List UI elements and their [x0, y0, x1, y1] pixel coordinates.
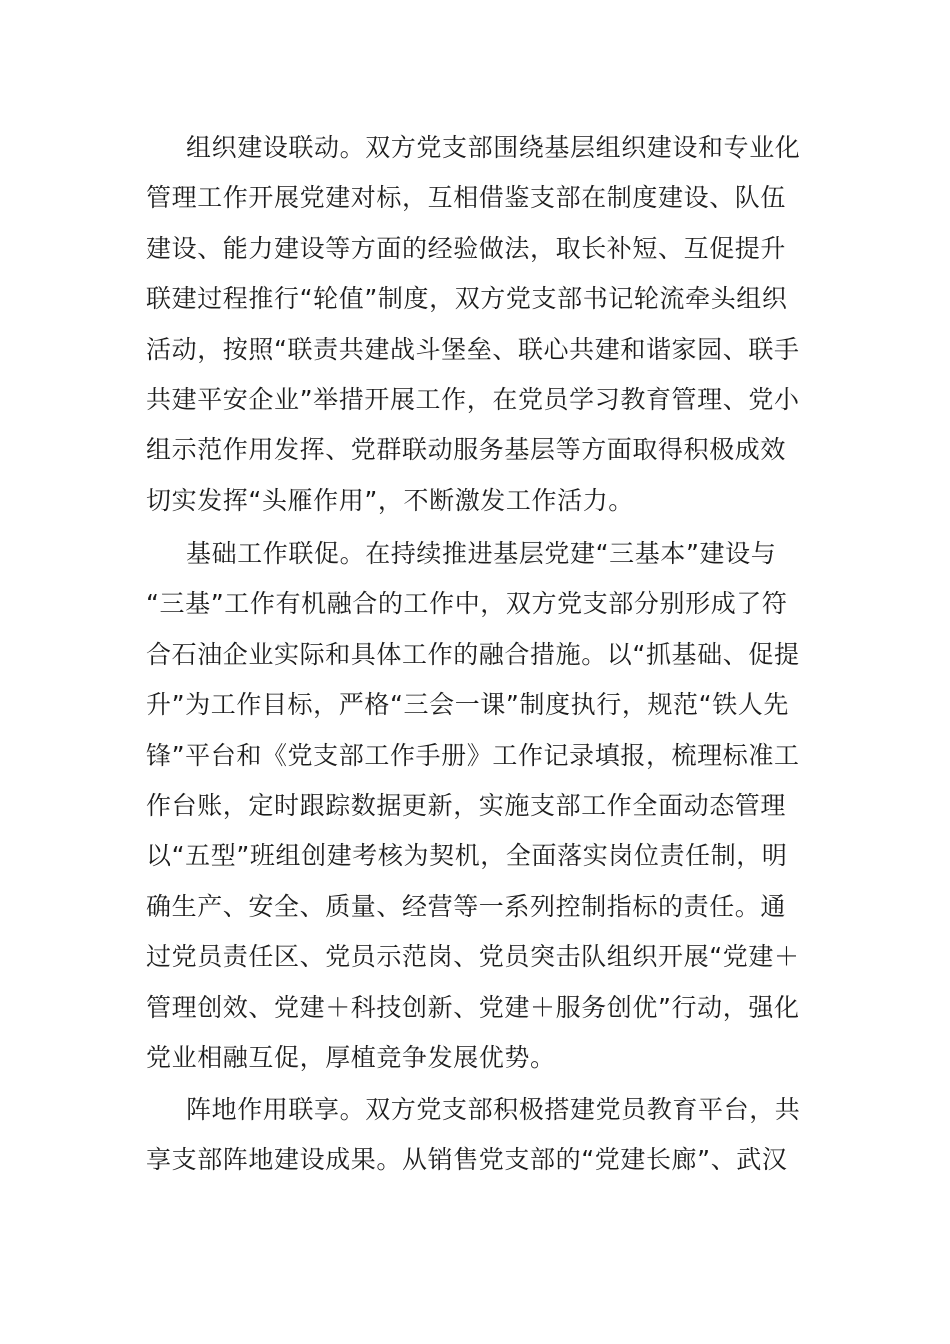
text-line: 党业相融互促，厚植竞争发展优势。: [146, 1042, 556, 1072]
text-line: 合石油企业实际和具体工作的融合措施。以“抓基础、促提: [146, 639, 800, 669]
text-line: 建设、能力建设等方面的经验做法，取长补短、互促提升: [146, 233, 787, 263]
text-line: 管理工作开展党建对标，互相借鉴支部在制度建设、队伍: [146, 183, 787, 213]
paragraph-position-sharing: [146, 1085, 808, 1186]
text-line: 升”为工作目标，严格“三会一课”制度执行，规范“铁人先: [146, 690, 790, 720]
text-line: 切实发挥“头雁作用”，不断激发工作活力。: [146, 485, 634, 515]
text-line: 作台账，定时跟踪数据更新，实施支部工作全面动态管理: [146, 790, 787, 820]
paragraph-organization-building: [146, 123, 808, 526]
text-line: 组示范作用发挥、党群联动服务基层等方面取得积极成效: [146, 435, 787, 465]
text-line: 基础工作联促。在持续推进基层党建“三基本”建设与: [186, 539, 777, 568]
text-line: 活动，按照“联责共建战斗堡垒、联心共建和谐家园、联手: [146, 334, 800, 364]
text-line: 享支部阵地建设成果。从销售党支部的“党建长廊”、武汉: [146, 1145, 788, 1175]
paragraph-basic-work: [146, 529, 808, 1083]
text-line: 共建平安企业”举措开展工作，在党员学习教育管理、党小: [146, 384, 800, 414]
text-line: “三基”工作有机融合的工作中，双方党支部分别形成了符: [146, 589, 788, 619]
text-line: 联建过程推行“轮值”制度，双方党支部书记轮流牵头组织: [146, 284, 788, 314]
text-line: 以“五型”班组创建考核为契机，全面落实岗位责任制，明: [146, 841, 788, 871]
text-line: 阵地作用联享。双方党支部积极搭建党员教育平台，共: [186, 1095, 801, 1124]
text-line: 确生产、安全、质量、经营等一系列控制指标的责任。通: [146, 891, 787, 921]
text-line: 锋”平台和《党支部工作手册》工作记录填报，梳理标准工: [146, 740, 800, 770]
text-line: 管理创效、党建＋科技创新、党建＋服务创优”行动，强化: [146, 992, 800, 1022]
text-line: 过党员责任区、党员示范岗、党员突击队组织开展“党建＋: [146, 942, 800, 972]
text-line: 组织建设联动。双方党支部围绕基层组织建设和专业化: [186, 133, 801, 162]
